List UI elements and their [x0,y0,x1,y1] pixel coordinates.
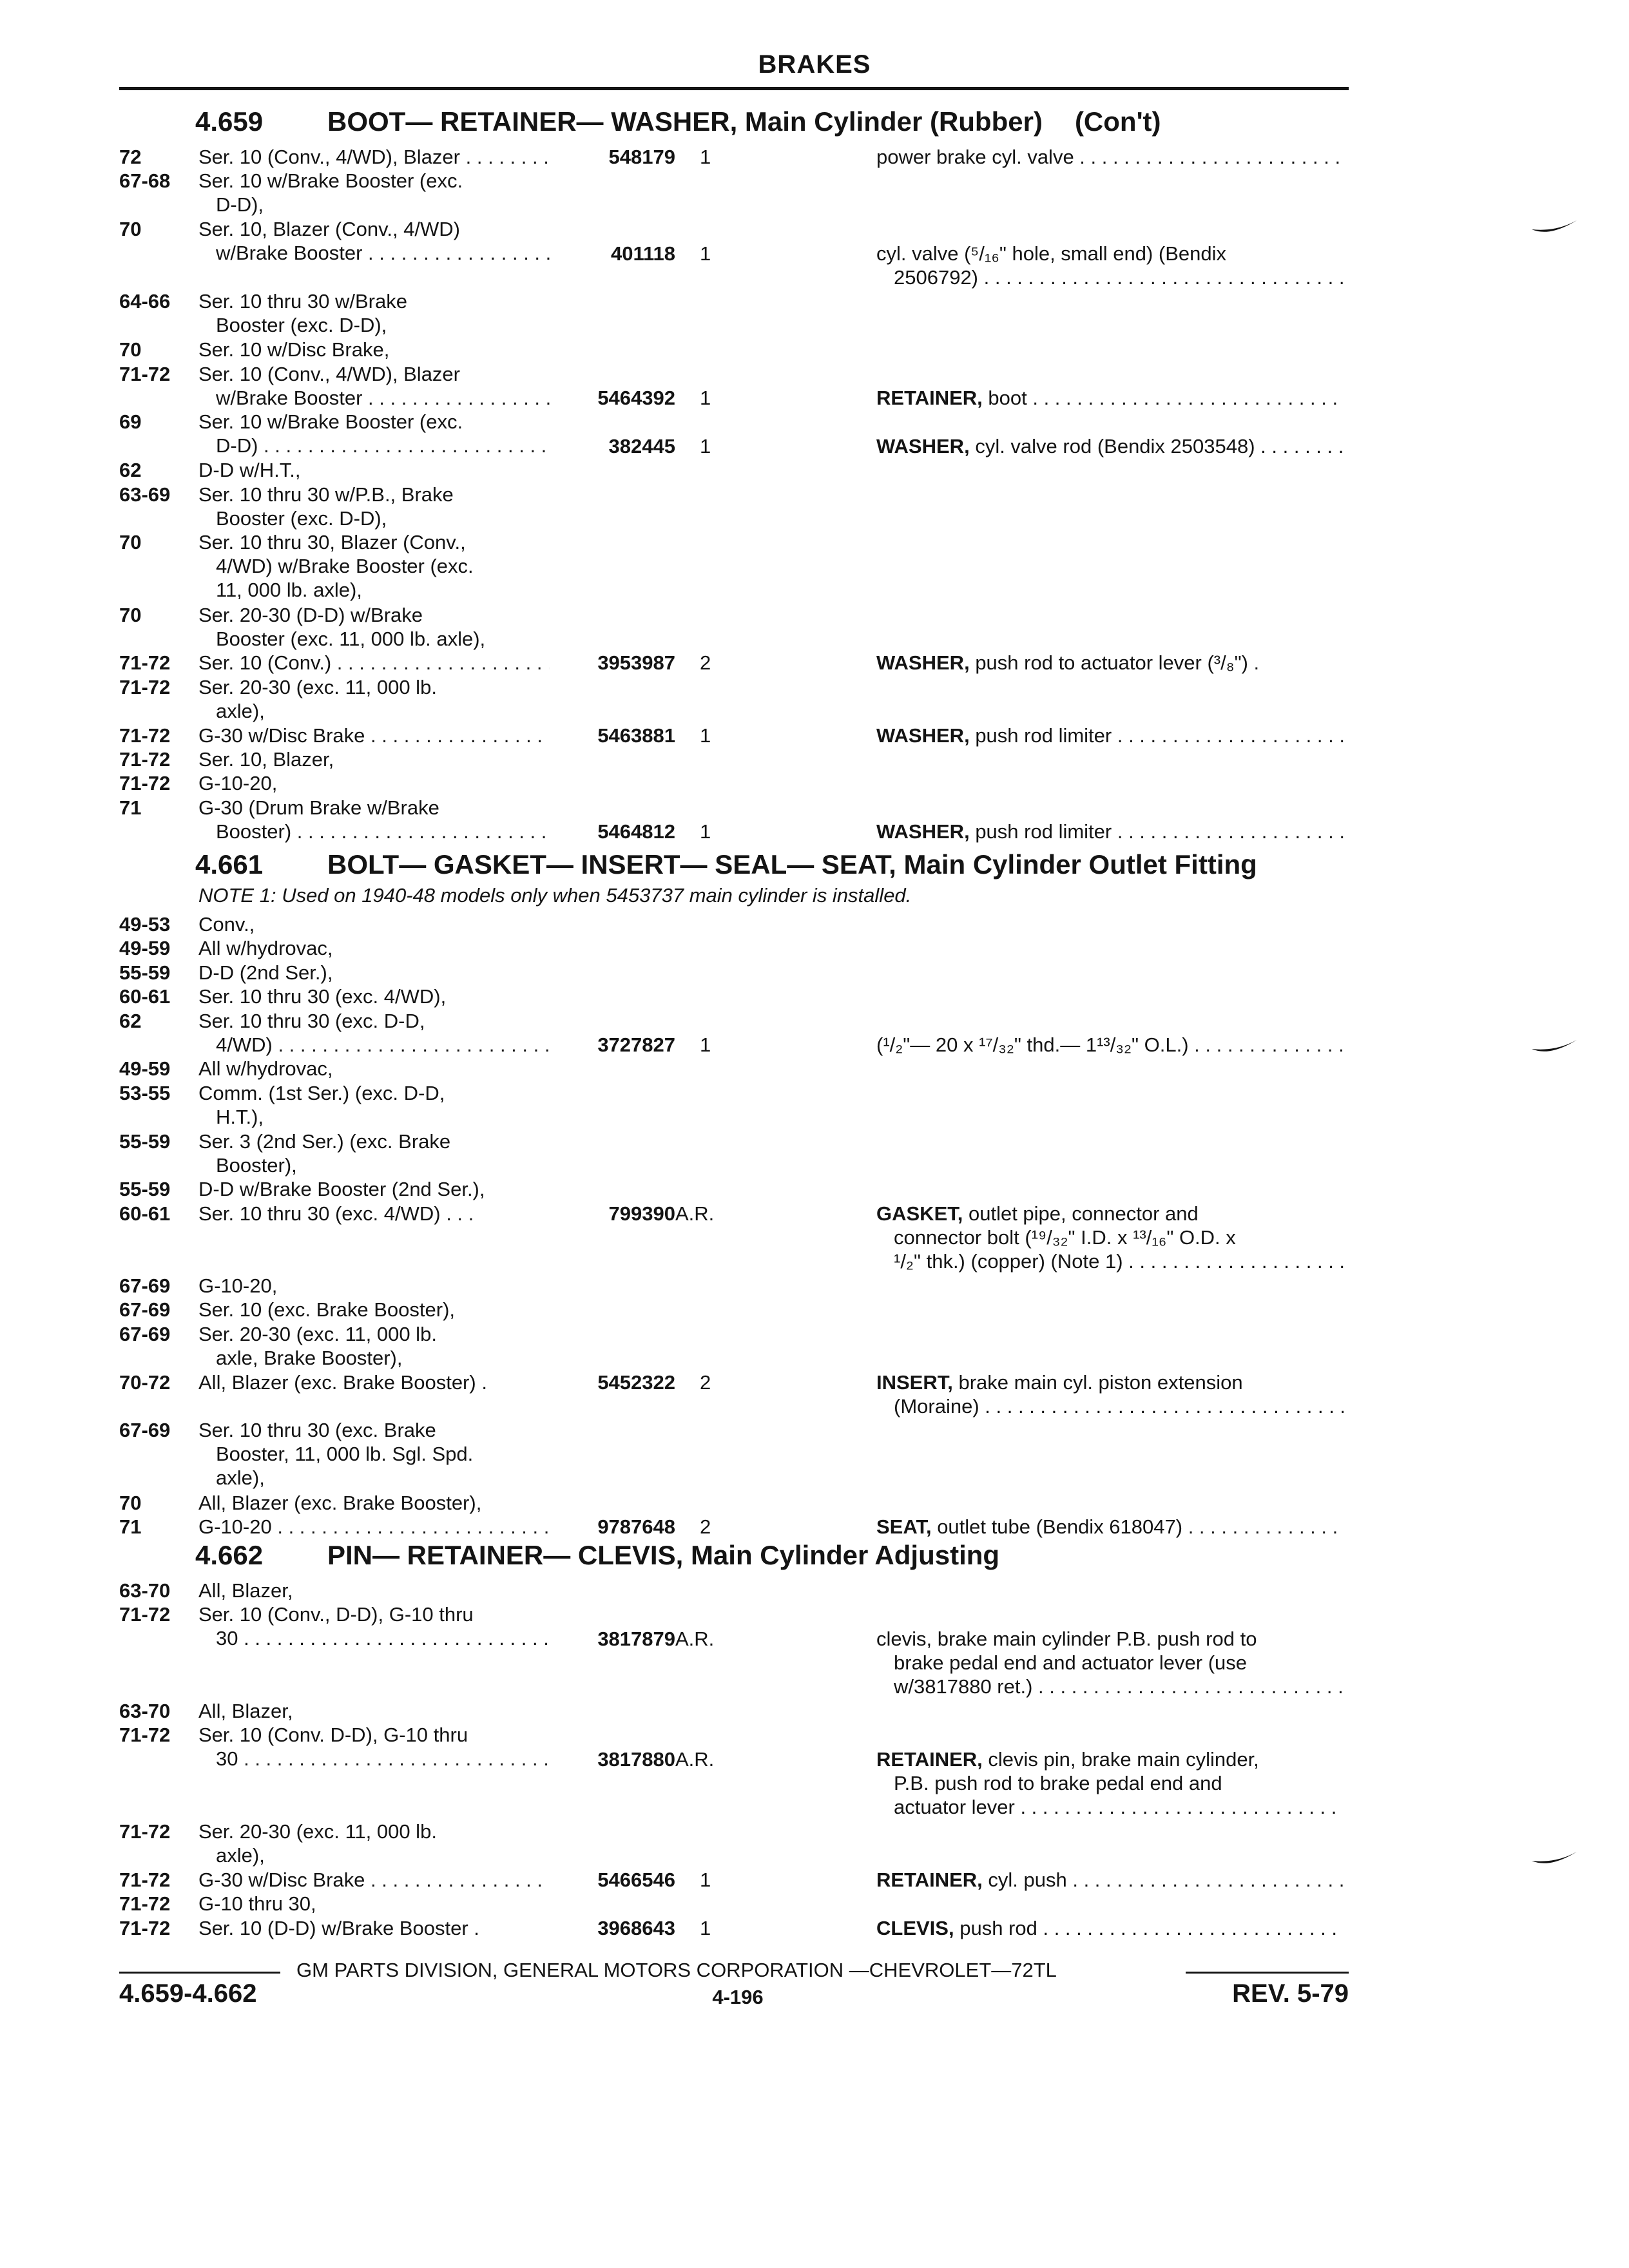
description-line: Ser. 10 thru 30 (exc. D-D, [198,1009,425,1032]
model-description [198,338,550,361]
model-years: 72 [119,146,142,168]
model-description [198,796,550,843]
part-name-text: clevis, brake main cylinder P.B. push rod to [876,1627,1257,1650]
part-name-line [876,1370,1344,1394]
description-line: Ser. 10 thru 30, Blazer (Conv., [198,531,466,554]
model-description [198,1868,550,1892]
description-line: Ser. 10 thru 30 (exc. 4/WD) . . . [198,1202,474,1225]
part-name [876,724,1344,747]
description-line: 11, 000 lb. axle), [216,579,362,602]
model-description [198,1370,550,1394]
part-name [876,1515,1344,1539]
part-name [876,242,1344,289]
model-description [198,1081,550,1129]
description-line: Ser. 10 w/Brake Booster (exc. [198,410,463,434]
description-line: Booster), [216,1153,297,1177]
footer-page-number: 4-196 [712,1986,764,2008]
part-number: 3727827 [597,1033,675,1056]
footer-company-line: GM PARTS DIVISION, GENERAL MOTORS CORPORATION —CHEVROLET—72TL [296,1959,1057,1981]
model-years: 70 [119,218,142,241]
description-line: Ser. 20-30 (D-D) w/Brake [198,603,423,626]
model-description [198,1515,550,1539]
part-name-text: power brake cyl. valve [876,146,1074,168]
part-name [876,1370,1344,1418]
model-years: 63-69 [119,483,171,506]
description-line: D-D w/Brake Booster (2nd Ser.), [198,1178,485,1201]
part-name-line [876,1675,1344,1698]
model-years: 69 [119,410,142,434]
part-number: 382445 [608,434,675,457]
part-name-line [876,1249,1344,1273]
model-description [198,458,550,482]
description-line: D-D w/H.T., [198,459,301,482]
description-line: Booster) . . . [198,820,550,843]
model-years: 49-59 [119,937,171,960]
model-description [198,217,550,265]
model-years: 71-72 [119,1724,171,1747]
part-name-line [876,651,1344,675]
model-description [198,1602,550,1650]
description-line: Booster, 11, 000 lb. Sgl. Spd. [216,1443,474,1466]
description-line: G-30 (Drum Brake w/Brake [198,796,439,819]
part-number: 5464812 [597,820,675,843]
model-years: 67-69 [119,1274,171,1297]
model-description [198,1009,550,1057]
description-line: Booster (exc. 11, 000 lb. axle), [216,627,486,650]
model-years: 71-72 [119,1820,171,1843]
quantity: 1 [700,1916,711,1939]
part-name-line [876,1225,1344,1249]
model-description [198,1202,550,1225]
description-line: G-10-20, [198,772,278,795]
part-name-text: cyl. valve rod (Bendix 2503548) [975,434,1255,457]
description-line: Ser. 10 (Conv. D-D), G-10 thru [198,1724,468,1747]
part-name-line [876,1515,1344,1539]
model-years: 71-72 [119,675,171,698]
binder-mark-icon [1530,1849,1579,1869]
part-number: 401118 [610,242,675,265]
quantity: 1 [700,386,711,409]
part-name [876,386,1344,410]
description-line: All, Blazer (exc. Brake Booster), [198,1491,482,1514]
description-line: G-10-20, [198,1274,278,1297]
model-years: 71-72 [119,651,171,675]
part-name-keyword: GASKET, [876,1202,963,1225]
part-name-line [876,1916,1344,1940]
section-continued-label: (Con't) [1074,106,1161,137]
part-name-line [876,1394,1344,1418]
description-line: G-10 thru 30, [198,1892,316,1916]
part-name-text: (Moraine) [894,1394,979,1418]
part-number: 3968643 [597,1916,675,1939]
description-line: axle, Brake Booster), [216,1346,403,1369]
part-name-keyword: WASHER, [876,820,970,843]
model-description [198,1699,550,1723]
model-years: 71 [119,1515,142,1538]
part-name-line [876,1747,1344,1771]
model-years: 49-59 [119,1057,171,1081]
description-line: Ser. 10 (Conv., D-D), G-10 thru [198,1603,474,1626]
model-description [198,1491,550,1515]
model-years: 67-69 [119,1419,171,1442]
part-name-text: 2506792) [894,265,979,289]
model-description [198,675,550,723]
part-number: 799390 [608,1202,675,1225]
model-years: 55-59 [119,1178,171,1201]
model-description [198,1916,550,1940]
description-line: Ser. 10 thru 30 (exc. 4/WD), [198,985,447,1008]
description-line: Ser. 10 w/Brake Booster (exc. [198,169,463,193]
section-heading [195,1540,999,1571]
model-years: 63-70 [119,1700,171,1722]
description-line: Ser. 20-30 (exc. 11, 000 lb. [198,675,437,698]
section-number: 4.661 [195,849,264,879]
footer-rule-right [1186,1972,1349,1974]
part-name-keyword: RETAINER, [876,1747,983,1771]
description-line: Ser. 20-30 (exc. 11, 000 lb. [198,1820,437,1843]
part-name [876,1916,1344,1940]
part-name-text: clevis pin, brake main cylinder, [988,1747,1259,1771]
model-description [198,169,550,216]
quantity: 1 [700,1033,711,1056]
model-years: 71-72 [119,748,171,771]
model-description [198,410,550,457]
description-line: Ser. 10 (D-D) w/Brake Booster . [198,1916,479,1939]
model-description [198,912,550,936]
part-number: 5463881 [597,724,675,747]
part-name-keyword: WASHER, [876,434,970,457]
model-description [198,747,550,771]
description-line: Conv., [198,913,255,936]
model-years: 70 [119,531,142,554]
part-name-text: brake main cyl. piston extension [958,1370,1243,1394]
description-line: Ser. 10 w/Disc Brake, [198,338,390,361]
part-name-keyword: SEAT, [876,1515,932,1538]
model-years: 64-66 [119,290,171,313]
quantity: 1 [700,820,711,843]
description-line: G-30 w/Disc Brake . . . [198,1868,550,1892]
part-name-text: push rod limiter [975,724,1112,747]
quantity: 1 [700,724,711,747]
model-years: 70-72 [119,1370,171,1394]
part-name [876,434,1344,458]
model-description [198,985,550,1008]
description-line: 30 . . . [198,1626,550,1650]
part-name [876,1202,1344,1273]
model-years: 70 [119,1491,142,1514]
part-number: 5452322 [597,1370,675,1394]
quantity: 1 [700,434,711,457]
section-title: PIN— RETAINER— CLEVIS, Main Cylinder Adjusting [327,1540,1000,1570]
footer-section-range: 4.659-4.662 [119,1979,257,2008]
part-name-line [876,386,1344,410]
description-line: Ser. 10 thru 30 w/Brake [198,290,407,313]
description-line: G-30 w/Disc Brake . . . [198,724,550,747]
model-years: 70 [119,603,142,626]
part-name-text: push rod [959,1916,1037,1939]
part-name-text: cyl. push [988,1868,1067,1891]
part-number: 3953987 [597,651,675,675]
part-name-keyword: WASHER, [876,651,970,675]
section-number: 4.659 [195,106,264,137]
model-description [198,1129,550,1177]
description-line: 4/WD) w/Brake Booster (exc. [216,555,474,578]
binder-mark-icon [1530,218,1579,237]
quantity: A.R. [675,1627,715,1650]
part-name-text: connector bolt (¹⁹/₃₂" I.D. x ¹³/₁₆" O.D. x [894,1225,1236,1249]
description-line: All, Blazer (exc. Brake Booster) . [198,1370,487,1394]
model-description [198,936,550,960]
model-years: 67-68 [119,169,171,193]
footer-rule-left [119,1972,280,1974]
part-name-line [876,1771,1344,1795]
section-note: NOTE 1: Used on 1940-48 models only when 5453737 main cylinder is installed. [198,884,912,907]
part-name-text: ¹/₂" thk.) (copper) (Note 1) [894,1249,1123,1273]
description-line: Ser. 10 (exc. Brake Booster), [198,1298,456,1321]
model-years: 71-72 [119,1916,171,1939]
part-name-text: push rod limiter [975,820,1112,843]
part-name [876,820,1344,843]
part-number: 5466546 [597,1868,675,1891]
model-description [198,1274,550,1298]
part-name [876,651,1344,675]
part-name-line [876,242,1344,265]
part-name-text: outlet tube (Bendix 618047) [937,1515,1183,1538]
model-description [198,1579,550,1602]
part-name-line [876,1033,1344,1057]
description-line: All, Blazer, [198,1579,293,1602]
model-description [198,289,550,337]
description-line: H.T.), [216,1105,264,1128]
part-name-keyword: RETAINER, [876,1868,983,1891]
quantity: A.R. [675,1747,715,1771]
description-line: axle), [216,699,265,722]
model-years: 55-59 [119,961,171,984]
description-line: Ser. 3 (2nd Ser.) (exc. Brake [198,1129,451,1153]
part-name-line [876,820,1344,843]
description-line: All w/hydrovac, [198,1057,333,1081]
description-line: Ser. 10, Blazer, [198,748,334,771]
part-name-text: boot [988,386,1027,409]
model-years: 71-72 [119,362,171,385]
part-name-line [876,1795,1344,1819]
binder-mark-icon [1530,1037,1579,1057]
model-description [198,530,550,602]
quantity: 1 [700,242,711,265]
model-years: 67-69 [119,1322,171,1345]
model-years: 60-61 [119,985,171,1008]
model-description [198,603,550,651]
model-years: 70 [119,338,142,361]
part-name-text: (¹/₂"— 20 x ¹⁷/₃₂" thd.— 1¹³/₃₂" O.L.) [876,1033,1189,1056]
description-line: D-D), [216,193,264,216]
model-years: 71-72 [119,1603,171,1626]
header-rule [119,87,1349,90]
description-line: Ser. 10 (Conv.) . . . [198,651,550,675]
description-line: Comm. (1st Ser.) (exc. D-D, [198,1081,445,1104]
description-line: All w/hydrovac, [198,937,333,960]
description-line: Ser. 10 (Conv., 4/WD), Blazer [198,362,460,385]
model-years: 71-72 [119,1892,171,1916]
part-name-keyword: RETAINER, [876,386,983,409]
part-name-line [876,434,1344,458]
model-description [198,362,550,410]
description-line: Ser. 10, Blazer (Conv., 4/WD) [198,218,460,241]
part-name-line [876,1651,1344,1675]
description-line: Booster (exc. D-D), [216,314,387,337]
part-name [876,1868,1344,1892]
model-description [198,1177,550,1201]
model-years: 67-69 [119,1298,171,1321]
model-years: 62 [119,1009,142,1032]
part-number: 9787648 [597,1515,675,1538]
description-line: Ser. 20-30 (exc. 11, 000 lb. [198,1322,437,1345]
model-description [198,961,550,985]
description-line: Ser. 10 (Conv., 4/WD), Blazer . . . [198,145,550,169]
model-years: 49-53 [119,913,171,936]
description-line: axle), [216,1844,265,1867]
part-name-keyword: CLEVIS, [876,1916,954,1939]
page-header-title: BRAKES [758,50,871,79]
quantity: 1 [700,146,711,168]
model-years: 71-72 [119,1868,171,1891]
model-years: 62 [119,459,142,482]
model-years: 53-55 [119,1081,171,1104]
model-description [198,1418,550,1490]
part-name-text: w/3817880 ret.) [894,1675,1033,1698]
part-name-text: P.B. push rod to brake pedal end and [894,1771,1222,1794]
description-line: 30 . . . [198,1747,550,1771]
part-name-line [876,265,1344,289]
model-description [198,1820,550,1867]
model-description [198,724,550,747]
description-line: Ser. 10 thru 30 (exc. Brake [198,1419,436,1442]
model-years: 55-59 [119,1129,171,1153]
model-years: 60-61 [119,1202,171,1225]
part-name [876,1627,1344,1698]
part-name-keyword: WASHER, [876,724,970,747]
section-heading [195,106,1161,137]
part-name-text: cyl. valve (⁵/₁₆" hole, small end) (Bendix [876,242,1227,265]
part-name-line [876,724,1344,747]
part-name-line [876,1202,1344,1225]
part-name [876,1033,1344,1057]
description-line: 4/WD) . . . [198,1033,550,1057]
part-name-text: brake pedal end and actuator lever (use [894,1651,1248,1674]
part-name-line [876,145,1344,169]
part-name-text: actuator lever [894,1795,1015,1818]
quantity: 2 [700,1515,711,1538]
description-line: D-D (2nd Ser.), [198,961,333,984]
description-line: G-10-20 . . . [198,1515,550,1539]
model-description [198,1892,550,1916]
part-name-line [876,1627,1344,1651]
model-description [198,1298,550,1321]
section-heading [195,849,1257,880]
model-years: 71 [119,796,142,819]
part-name-text: push rod to actuator lever (³/₈") . [975,651,1260,675]
model-description [198,651,550,675]
quantity: 1 [700,1868,711,1891]
model-years: 71-72 [119,724,171,747]
quantity: A.R. [675,1202,715,1225]
section-title: BOLT— GASKET— INSERT— SEAL— SEAT, Main Cylinder Outlet Fitting [327,849,1257,879]
quantity: 2 [700,651,711,675]
part-number: 3817880 [597,1747,675,1771]
model-description [198,1723,550,1771]
model-years: 71-72 [119,772,171,795]
part-name-keyword: INSERT, [876,1370,953,1394]
model-description [198,1322,550,1370]
model-description [198,145,550,169]
section-number: 4.662 [195,1540,264,1570]
part-number: 3817879 [597,1627,675,1650]
model-description [198,771,550,795]
model-years: 63-70 [119,1579,171,1602]
part-name-line [876,1868,1344,1892]
description-line: axle), [216,1466,265,1490]
part-name [876,1747,1344,1819]
part-number: 5464392 [597,386,675,409]
description-line: w/Brake Booster . . . [198,241,550,265]
model-description [198,1057,550,1081]
description-line: Booster (exc. D-D), [216,506,387,530]
footer-revision: REV. 5-79 [1232,1979,1349,2008]
part-name-text: outlet pipe, connector and [968,1202,1199,1225]
part-number: 548179 [608,146,675,168]
section-title: BOOT— RETAINER— WASHER, Main Cylinder (Rubber) [327,106,1043,137]
model-description [198,483,550,530]
part-name [876,145,1344,169]
description-line: Ser. 10 thru 30 w/P.B., Brake [198,483,454,506]
description-line: All, Blazer, [198,1700,293,1722]
description-line: w/Brake Booster . . . [198,386,550,410]
description-line: D-D) . . . [198,434,550,457]
quantity: 2 [700,1370,711,1394]
